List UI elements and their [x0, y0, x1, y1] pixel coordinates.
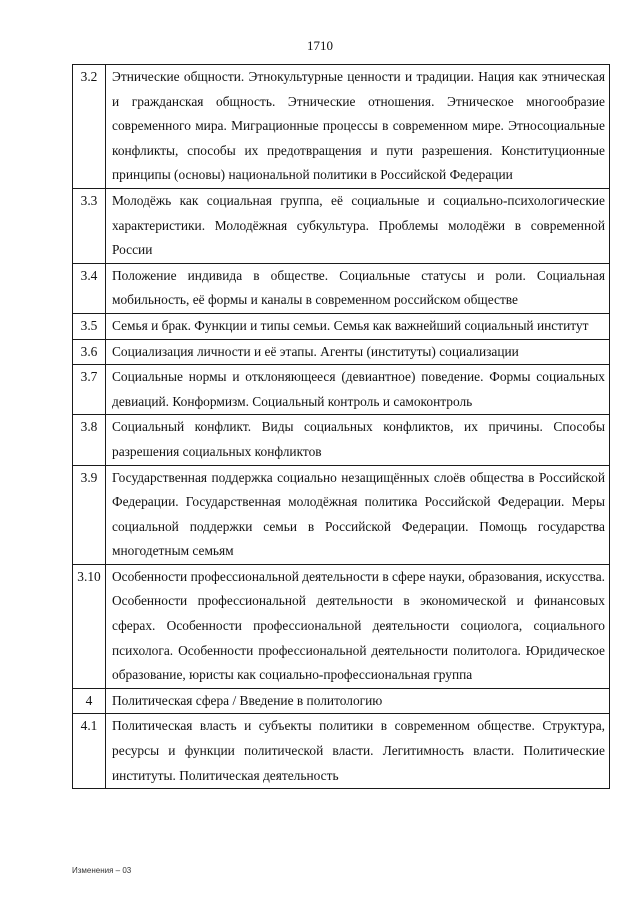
section-number: 3.3 — [73, 188, 106, 263]
section-number: 3.5 — [73, 313, 106, 339]
table-row — [73, 465, 610, 564]
section-text: Этнические общности. Этнокультурные ценности и традиции. Нация как этническая и гражданская общность. Этнические отношения. Этническое многообразие современного мира. Миграционные процессы в современном мире. Этносоциальные конфликты, способы их предотвращения и пути разрешения. Конституционные принципы (основы) национальной политики в Российской Федерации — [106, 65, 610, 189]
table-row — [73, 313, 610, 339]
section-number: 3.8 — [73, 415, 106, 465]
section-text: Социальный конфликт. Виды социальных конфликтов, их причины. Способы разрешения социальных конфликтов — [106, 415, 610, 465]
footer-revision-note: Изменения – 03 — [72, 866, 132, 875]
table-row — [73, 688, 610, 714]
table-row — [73, 564, 610, 688]
section-text: Социальные нормы и отклоняющееся (девиантное) поведение. Формы социальных девиаций. Конформизм. Социальный контроль и самоконтроль — [106, 365, 610, 415]
table-row — [73, 65, 610, 189]
section-number: 3.6 — [73, 339, 106, 365]
section-number: 4 — [73, 688, 106, 714]
section-number: 3.4 — [73, 263, 106, 313]
section-number: 3.2 — [73, 65, 106, 189]
section-text: Положение индивида в обществе. Социальные статусы и роли. Социальная мобильность, её формы и каналы в современном российском обществе — [106, 263, 610, 313]
table-row — [73, 365, 610, 415]
table-row — [73, 415, 610, 465]
section-number: 3.10 — [73, 564, 106, 688]
section-text: Политическая власть и субъекты политики в современном обществе. Структура, ресурсы и функции политической власти. Легитимность власти. Политические институты. Политическая деятельность — [106, 714, 610, 789]
table-row — [73, 339, 610, 365]
section-text: Молодёжь как социальная группа, её социальные и социально-психологические характеристики. Молодёжная субкультура. Проблемы молодёжи в современной России — [106, 188, 610, 263]
section-text: Государственная поддержка социально незащищённых слоёв общества в Российской Федерации. Государственная молодёжная политика Российской Федерации. Меры социальной поддержки семьи в Российской Федерации. Помощь государства многодетным семьям — [106, 465, 610, 564]
curriculum-table — [72, 64, 610, 789]
section-number: 3.7 — [73, 365, 106, 415]
table-row — [73, 263, 610, 313]
section-number: 4.1 — [73, 714, 106, 789]
section-text: Социализация личности и её этапы. Агенты (институты) социализации — [106, 339, 610, 365]
section-text: Особенности профессиональной деятельности в сфере науки, образования, искусства. Особенности профессиональной деятельности в экономической и финансовых сферах. Особенности профессиональной деятельности социолога, социального психолога. Особенности профессиональной деятельности политолога. Юридическое образование, юристы как социально-профессиональная группа — [106, 564, 610, 688]
section-number: 3.9 — [73, 465, 106, 564]
table-row — [73, 188, 610, 263]
section-text: Политическая сфера / Введение в политологию — [106, 688, 610, 714]
page-number: 1710 — [307, 38, 333, 53]
table-row — [73, 714, 610, 789]
section-text: Семья и брак. Функции и типы семьи. Семья как важнейший социальный институт — [106, 313, 610, 339]
